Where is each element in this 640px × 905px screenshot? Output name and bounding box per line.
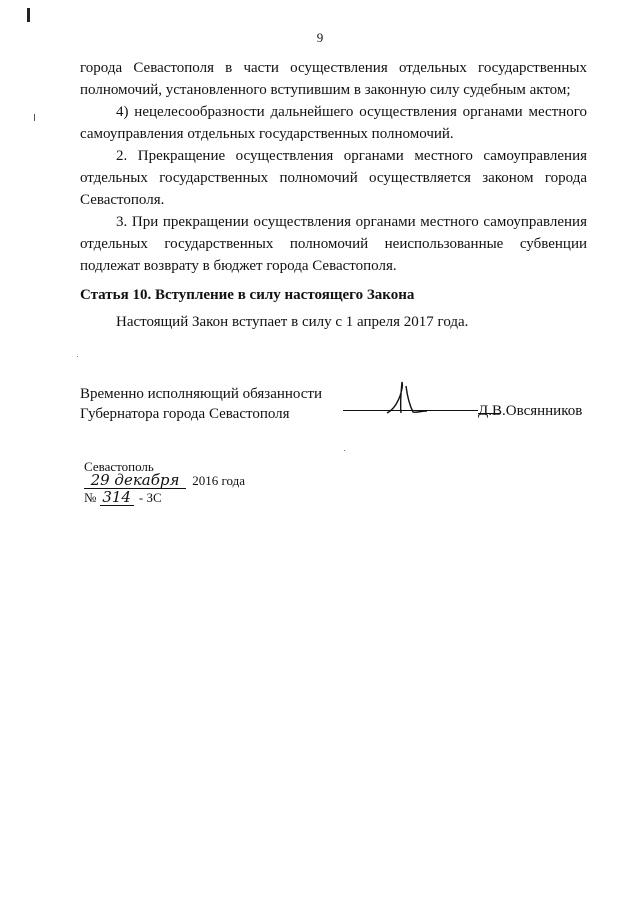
scan-mark (27, 8, 30, 22)
city: Севастополь (84, 459, 154, 474)
signatory-title-line: Временно исполняющий обязанности (80, 386, 323, 402)
year-label: 2016 года (192, 473, 246, 488)
signature-stroke (478, 413, 500, 414)
handwritten-number: 314 (100, 489, 134, 506)
signatory-title-line: Губернатора города Севастополя (80, 406, 290, 422)
number-row (84, 489, 162, 506)
signatory-name: Д.В.Овсянников (478, 403, 583, 419)
paragraph: 3. При прекращении осуществления органами местного самоуправления отдельных государственных полномочий неиспользованные субвенции подлежат возврату в бюджет города Севастополя. (80, 214, 587, 274)
handwritten-signature (385, 380, 435, 420)
article-text: Настоящий Закон вступает в силу с 1 апреля 2017 года. (116, 314, 469, 330)
page-number: 9 (316, 30, 324, 45)
body-text (80, 57, 587, 277)
scan-speck (77, 356, 78, 357)
paragraph: 2. Прекращение осуществления органами местного самоуправления отдельных государственных полномочий осуществляется законом города Севастополя. (80, 148, 587, 208)
paragraph: 4) нецелесообразности дальнейшего осуществления органами местного самоуправления отдельных государственных полномочий. (80, 104, 587, 142)
signatory-title (80, 384, 322, 424)
article-heading: Статья 10. Вступление в силу настоящего Закона (80, 287, 415, 303)
number-sign: № (84, 490, 97, 505)
paragraph: города Севастополя в части осуществления отдельных государственных полномочий, установленного вступившим в законную силу судебным актом; (80, 60, 587, 98)
scan-mark (34, 114, 35, 121)
handwritten-date: 29 декабря (84, 472, 186, 489)
date-row (84, 472, 245, 489)
number-suffix: - ЗС (138, 490, 162, 505)
scan-speck (344, 450, 345, 451)
